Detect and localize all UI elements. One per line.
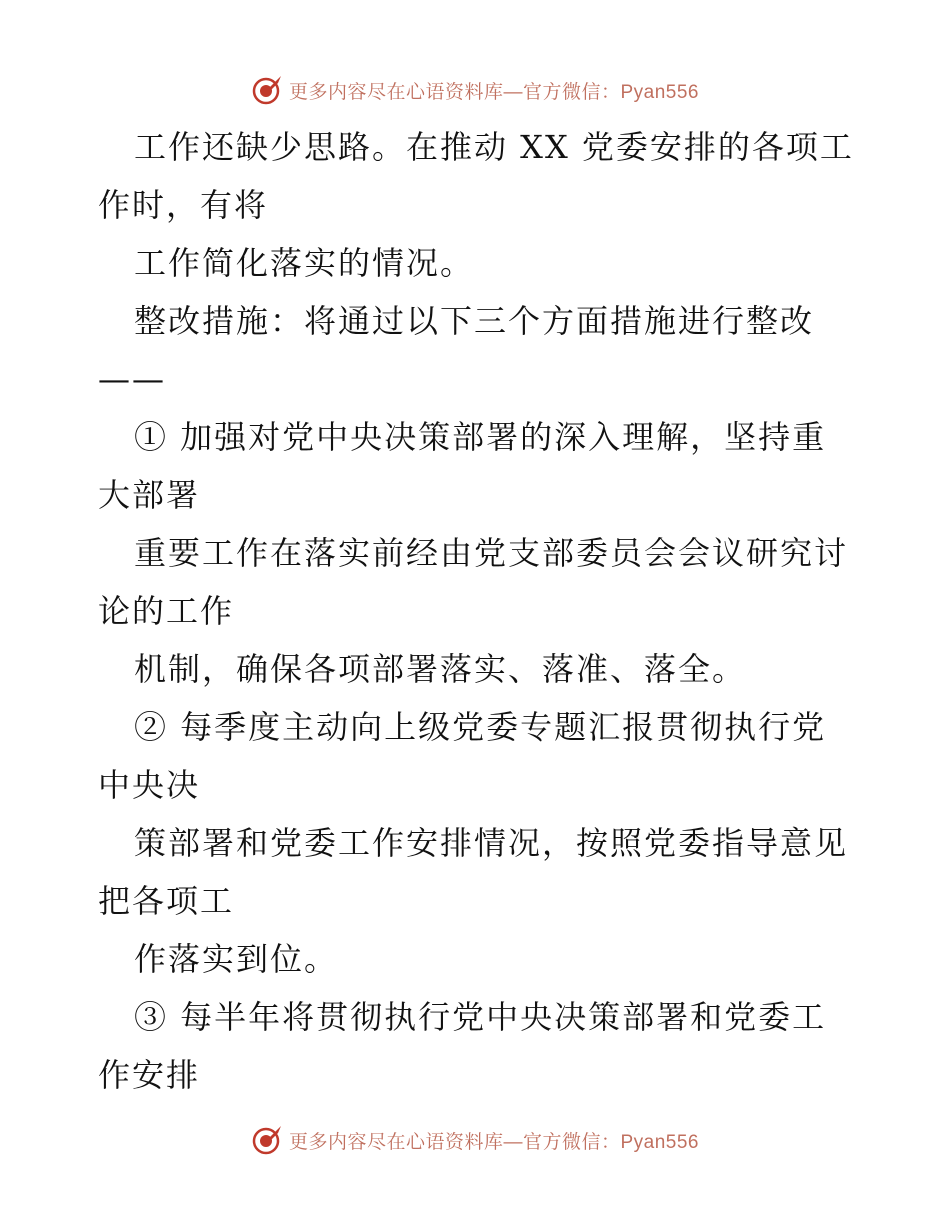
body-line: 大部署 — [98, 476, 201, 514]
body-line: 整改措施：将通过以下三个方面措施进行整改 — [134, 302, 815, 340]
body-line: 机制，确保各项部署落实、落准、落全。 — [134, 650, 747, 688]
body-line: 论的工作 — [98, 592, 235, 630]
body-line: 策部署和党委工作安排情况，按照党委指导意见 — [134, 824, 849, 862]
body-line: ① 加强对党中央决策部署的深入理解，坚持重 — [134, 418, 827, 456]
body-line: —— — [98, 360, 166, 398]
quill-seal-logo-icon — [251, 1124, 283, 1156]
body-line: ② 每季度主动向上级党委专题汇报贯彻执行党 — [134, 708, 827, 746]
body-line: 作安排 — [98, 1056, 201, 1094]
body-line: 中央决 — [98, 766, 201, 804]
body-line: 工作简化落实的情况。 — [134, 244, 475, 282]
body-line: 作落实到位。 — [134, 940, 339, 978]
quill-seal-logo-icon — [251, 74, 283, 106]
header-watermark-banner — [0, 70, 950, 110]
footer-watermark-text: 更多内容尽在心语资料库—官方微信：Pyan556 — [288, 1131, 699, 1153]
body-line: 作时，有将 — [98, 186, 269, 224]
header-watermark-text: 更多内容尽在心语资料库—官方微信：Pyan556 — [288, 81, 699, 103]
body-line: 把各项工 — [98, 882, 235, 920]
body-line: 重要工作在落实前经由党支部委员会会议研究讨 — [134, 534, 849, 572]
body-line: 工作还缺少思路。在推动 XX 党委安排的各项工 — [134, 128, 854, 166]
footer-watermark-banner — [0, 1120, 950, 1160]
body-line: ③ 每半年将贯彻执行党中央决策部署和党委工 — [134, 998, 827, 1036]
